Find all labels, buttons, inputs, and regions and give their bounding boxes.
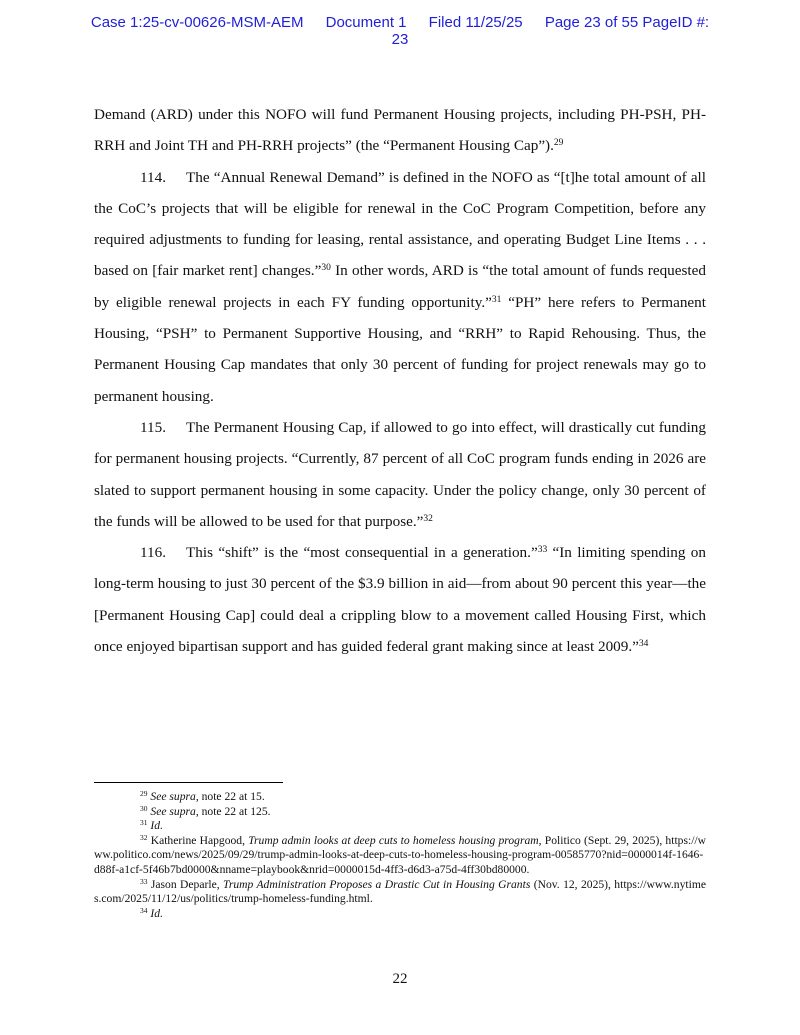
- footnote-ref: 31: [491, 294, 502, 305]
- paragraph-continued: Demand (ARD) under this NOFO will fund Permanent Housing projects, including PH-PSH, PH-RRH and Joint TH and PH-RRH projects” (the “Permanent Housing Cap”).$^{29}$: [94, 106, 706, 155]
- paragraph-114: 114. The “Annual Renewal Demand” is defined in the NOFO as “[t]he total amount of all the CoC’s projects that will be eligible for renewal in the CoC Program Competition, before any required adjustments to funding for leasing, rental assistance, and operating Budget Line Items . . . based on [fair market rent] changes.”$^{30}$ In other words, ARD is “the total amount of funds requested by eligible renewal projects in each FY funding opportunity.”$^{31}$ “PH” here refers to Permanent Housing, “PSH” to Permanent Supportive Housing, and “RRH” to Rapid Rehousing. Thus, the Permanent Housing Cap mandates that only 30 percent of funding for project renewals may go to permanent housing.: [94, 162, 706, 412]
- paragraph-number: 115.: [140, 418, 167, 436]
- paragraph-number: 116.: [140, 544, 167, 562]
- footnote-29: $^{29}$ See supra, note 22 at 15.: [140, 789, 265, 803]
- footnote-33: $^{33}$ Jason Deparle, Trump Administration Proposes a Drastic Cut in Housing Grants (Nov. 12, 2025), https://www.nytimes.com/2025/11/12/us/politics/trump-homeless-funding.html.: [94, 876, 706, 906]
- footnote-ref: 33: [537, 545, 548, 556]
- body-text: [94, 99, 706, 662]
- footnote-34: $^{34}$ Id.: [140, 905, 163, 920]
- filed-date: Filed 11/25/25: [428, 14, 523, 31]
- case-number: Case 1:25-cv-00626-MSM-AEM: [90, 14, 304, 31]
- page-number: 22: [392, 971, 408, 987]
- footnote-32: $^{32}$ Katherine Hapgood, Trump admin looks at deep cuts to homeless housing program, Politico (Sept. 29, 2025), https://www.politico.com/news/2025/09/29/trump-admin-looks-at-deep-cuts-to-homeless-housing-program-00585770?nid=0000014f-1646-d88f-a1cf-5f46b7bd0000&nname=playbook&nrid=0000015d-4ff3-d6d3-a75d-4ff30bd80000.: [94, 832, 707, 876]
- ecf-header: [0, 14, 800, 48]
- footnote-ref: 32: [423, 513, 433, 524]
- footnote-ref: 34: [638, 639, 649, 650]
- footnote-ref: 29: [553, 138, 564, 149]
- paragraph-number: 114.: [140, 168, 167, 186]
- footnote-30: $^{30}$ See supra, note 22 at 125.: [140, 803, 271, 818]
- footnote-divider: [94, 782, 283, 783]
- paragraph-116: 116. This “shift” is the “most consequential in a generation.”$^{33}$ “In limiting spending on long-term housing to just 30 percent of the $3.9 billion in aid—from about 90 percent this year—the [Permanent Housing Cap] could deal a crippling blow to a movement called Housing First, which once enjoyed bipartisan support and has guided federal grant making since at least 2009.”$^{34}$: [94, 537, 706, 662]
- header-line-1: [0, 14, 800, 31]
- page-of: Page 23 of 55 PageID #:: [544, 14, 710, 31]
- footnote-ref: 30: [321, 263, 331, 274]
- page-id: 23: [391, 31, 409, 48]
- document-number: Document 1: [325, 14, 407, 31]
- paragraph-115: 115. The Permanent Housing Cap, if allowed to go into effect, will drastically cut funding for permanent housing projects. “Currently, 87 percent of all CoC program funds ending in 2026 are slated to support permanent housing in some capacity. Under the policy change, only 30 percent of the funds will be allowed to be used for that purpose.”$^{32}$: [94, 412, 706, 537]
- footnotes: [94, 790, 706, 921]
- footnote-31: $^{31}$ Id.: [140, 818, 163, 833]
